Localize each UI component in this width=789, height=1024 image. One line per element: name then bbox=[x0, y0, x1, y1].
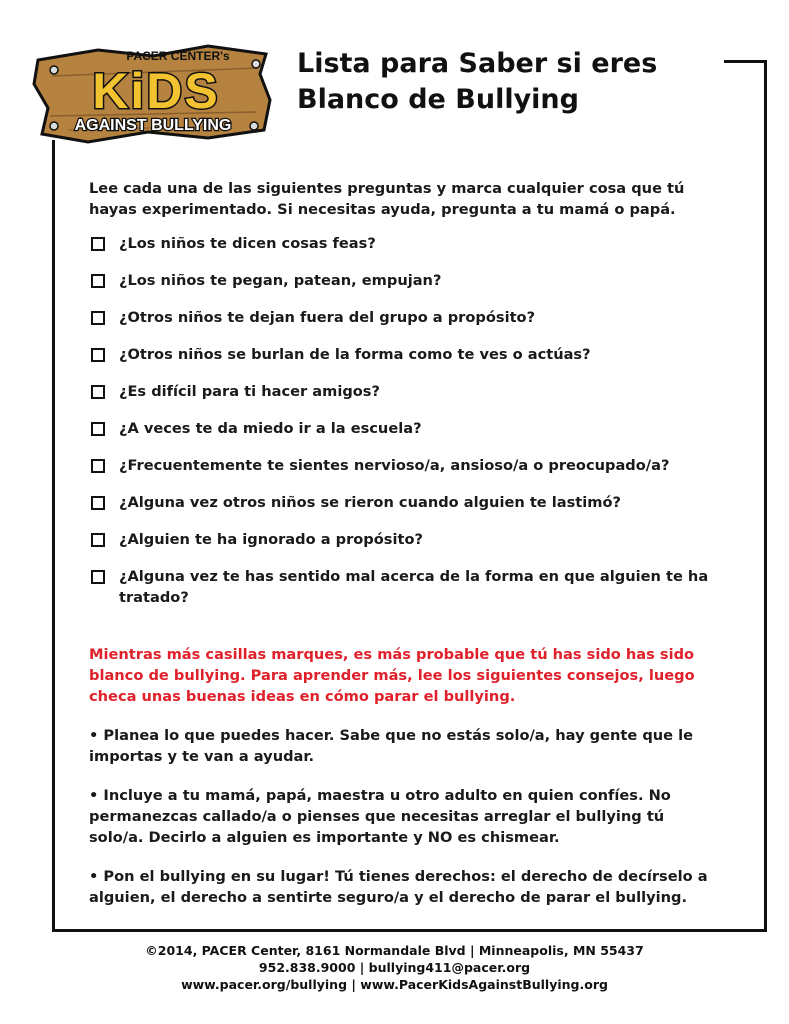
checklist-item-text: ¿A veces te da miedo ir a la escuela? bbox=[119, 420, 422, 437]
checkbox[interactable] bbox=[91, 385, 105, 399]
tip-include-adult: • Incluye a tu mamá, papá, maestra u otro adulto en quien confíes. No permanezcas callado/a o pienses que necesitas arreglar el bullying tú solo/a. Decirlo a alguien es importante y NO es chismear. bbox=[89, 787, 671, 846]
checkbox[interactable] bbox=[91, 570, 105, 584]
checklist-item bbox=[89, 492, 714, 513]
checklist-item-text: ¿Alguna vez te has sentido mal acerca de la forma en que alguien te ha tratado? bbox=[119, 568, 709, 606]
frame-right-line bbox=[764, 60, 767, 932]
checklist-item bbox=[89, 418, 714, 439]
footer bbox=[0, 942, 789, 993]
checklist-item bbox=[89, 455, 714, 476]
checklist-item-text: ¿Los niños te dicen cosas feas? bbox=[119, 235, 376, 252]
logo-top-text: PACER CENTER's bbox=[126, 49, 230, 63]
checkbox[interactable] bbox=[91, 533, 105, 547]
checkbox[interactable] bbox=[91, 459, 105, 473]
checklist-item-text: ¿Es difícil para ti hacer amigos? bbox=[119, 383, 380, 400]
warning-text: Mientras más casillas marques, es más probable que tú has sido has sido blanco de bullying. Para aprender más, lee los siguientes consejos, luego checa unas buenas ideas en cómo parar el bullying. bbox=[89, 646, 695, 705]
checklist-item-text: ¿Alguna vez otros niños se rieron cuando alguien te lastimó? bbox=[119, 494, 621, 511]
frame-bottom-line bbox=[52, 929, 767, 932]
main-content bbox=[89, 178, 714, 908]
checklist-item bbox=[89, 566, 714, 608]
logo-bottom-text: AGAINST BULLYING bbox=[74, 117, 232, 134]
checkbox[interactable] bbox=[91, 348, 105, 362]
checkbox[interactable] bbox=[91, 274, 105, 288]
checklist-item bbox=[89, 233, 714, 254]
footer-contact: 952.838.9000 | bullying411@pacer.org bbox=[258, 960, 531, 975]
checklist-item-text: ¿Los niños te pegan, patean, empujan? bbox=[119, 272, 442, 289]
checklist-item-text: ¿Alguien te ha ignorado a propósito? bbox=[119, 531, 423, 548]
checkbox[interactable] bbox=[91, 496, 105, 510]
logo-kids-text: KiDS bbox=[92, 63, 220, 119]
checkbox[interactable] bbox=[91, 311, 105, 325]
kids-against-bullying-logo bbox=[28, 30, 278, 158]
checkbox[interactable] bbox=[91, 237, 105, 251]
checklist-item bbox=[89, 344, 714, 365]
frame-left-line bbox=[52, 140, 55, 932]
intro-text: Lee cada una de las siguientes preguntas y marca cualquier cosa que tú hayas experimentado. Si necesitas ayuda, pregunta a tu mamá o papá. bbox=[89, 180, 685, 218]
title-line-1: Lista para Saber si eres bbox=[297, 48, 658, 79]
checklist-item bbox=[89, 529, 714, 550]
checklist-item-text: ¿Otros niños se burlan de la forma como te ves o actúas? bbox=[119, 346, 591, 363]
checkbox[interactable] bbox=[91, 422, 105, 436]
tip-rights: • Pon el bullying en su lugar! Tú tienes derechos: el derecho de decírselo a alguien, el derecho a sentirte seguro/a y el derecho de parar el bullying. bbox=[89, 868, 708, 906]
tip-plan: • Planea lo que puedes hacer. Sabe que no estás solo/a, hay gente que le importas y te van a ayudar. bbox=[89, 727, 694, 765]
checklist-item bbox=[89, 270, 714, 291]
checklist-item bbox=[89, 381, 714, 402]
footer-websites: www.pacer.org/bullying | www.PacerKidsAgainstBullying.org bbox=[181, 977, 608, 992]
page-title bbox=[297, 46, 657, 118]
frame-top-line bbox=[724, 60, 767, 63]
checklist-item bbox=[89, 307, 714, 328]
footer-address: ©2014, PACER Center, 8161 Normandale Blvd | Minneapolis, MN 55437 bbox=[145, 943, 644, 958]
title-line-2: Blanco de Bullying bbox=[297, 84, 579, 115]
checklist-item-text: ¿Frecuentemente te sientes nervioso/a, ansioso/a o preocupado/a? bbox=[119, 457, 670, 474]
checklist bbox=[89, 233, 714, 608]
checklist-item-text: ¿Otros niños te dejan fuera del grupo a propósito? bbox=[119, 309, 536, 326]
